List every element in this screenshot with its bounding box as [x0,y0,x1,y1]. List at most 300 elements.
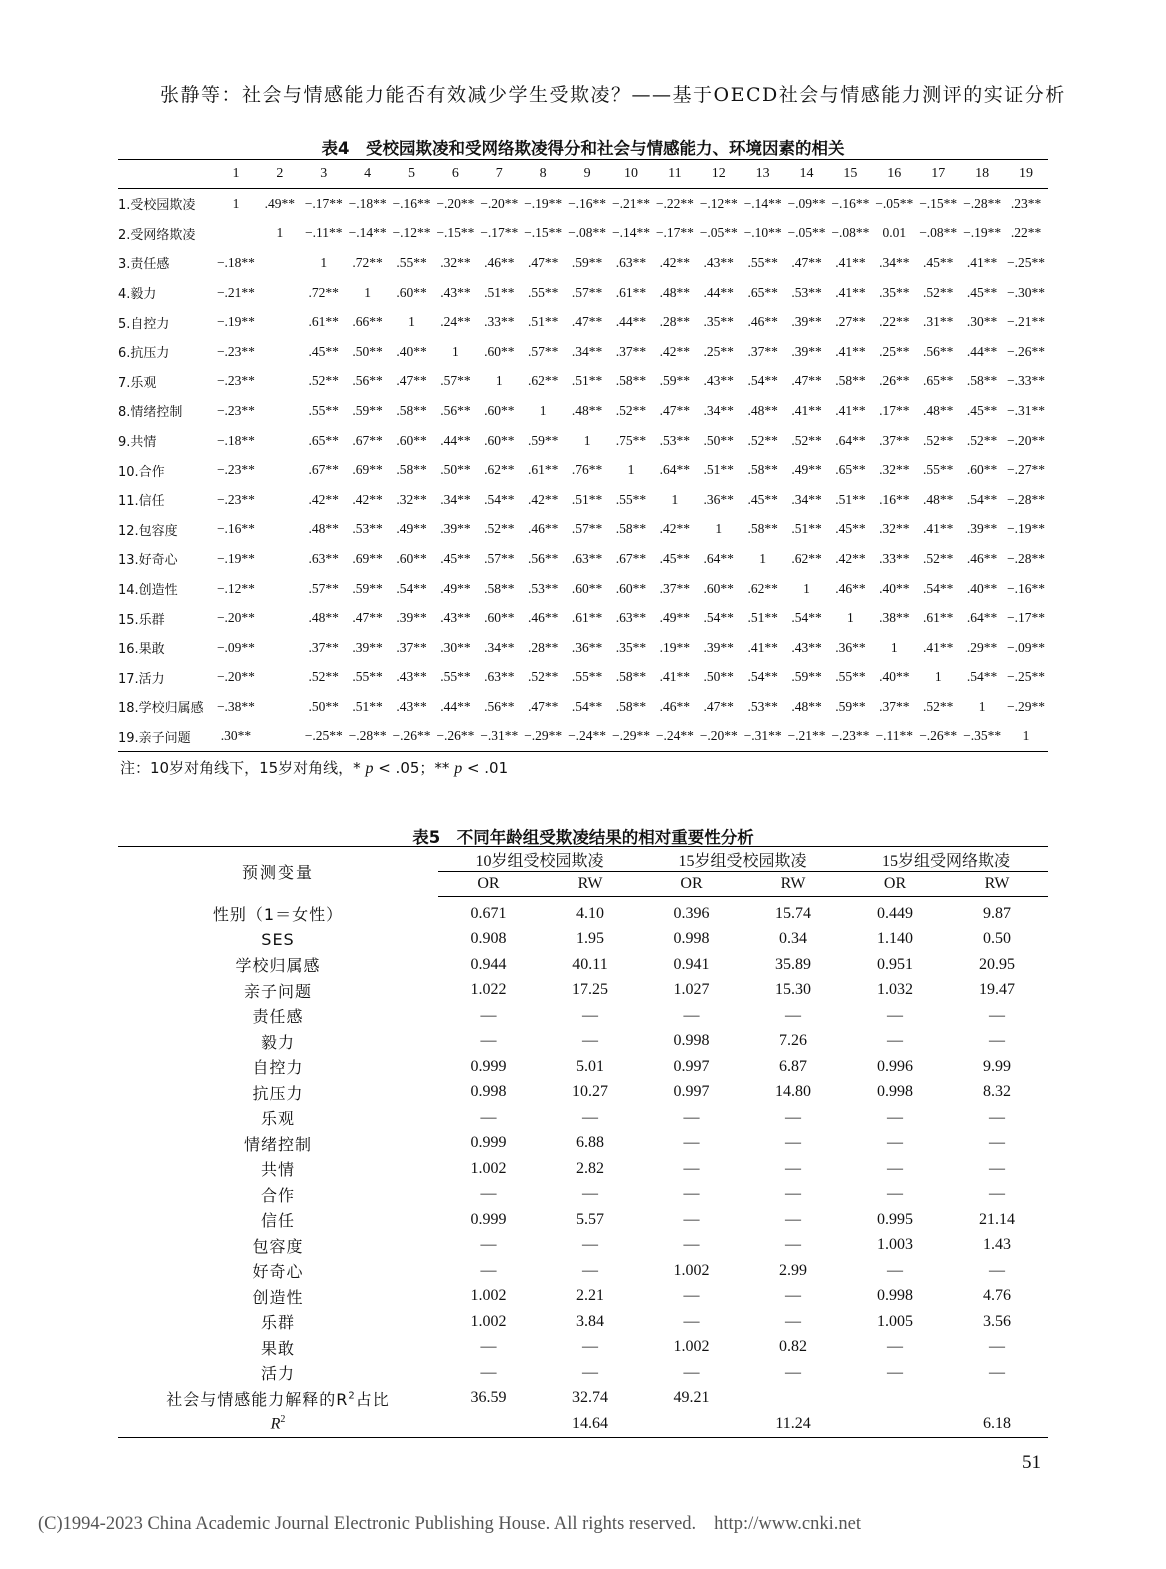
correlation-cell: 1 [583,432,591,448]
correlation-cell: .22** [1010,225,1042,241]
correlation-cell: .56** [352,373,383,389]
correlation-table [118,159,1048,752]
correlation-cell: −.28** [963,195,1002,211]
correlation-cell: 1 [539,402,547,418]
value-cell: 15.30 [775,981,812,999]
value-cell: 0.998 [877,1083,914,1101]
correlation-cell [258,455,302,485]
table-row [118,1054,1048,1080]
correlation-cell [258,515,302,545]
correlation-cell: −.16** [568,195,607,211]
table-row [118,485,1048,515]
correlation-cell: .66** [352,314,383,330]
row-label: 6.抗压力 [118,346,170,362]
table-row [118,307,1048,337]
group-header-15-cyber: 15岁组受网络欺凌 [844,847,1048,872]
correlation-cell: −.19** [524,195,563,211]
correlation-cell: .64** [966,610,998,626]
correlation-cell: 1 [495,373,503,389]
correlation-cell: .52** [923,284,954,300]
col-header: 1 [214,160,258,189]
correlation-cell: .34** [879,254,910,270]
page-number: 51 [1022,1452,1041,1473]
value-cell: 17.25 [572,981,608,999]
correlation-cell: −.19** [1007,521,1046,537]
predictor-label: 共情 [260,1160,295,1180]
value-cell: — [480,1261,497,1279]
correlation-cell: 1 [364,284,371,300]
correlation-cell: .29** [966,639,998,655]
correlation-cell: .44** [703,284,734,300]
value-cell: 3.56 [983,1312,1012,1330]
correlation-cell: .37** [615,343,647,359]
value-cell: — [887,1032,904,1050]
value-cell: — [683,1108,700,1126]
correlation-cell [258,426,302,456]
correlation-cell: .47** [791,254,822,270]
correlation-cell: .52** [923,698,954,714]
subheader: OR [641,872,742,897]
correlation-cell: −.16** [1007,580,1046,596]
correlation-cell [258,485,302,515]
correlation-cell: .48** [308,521,339,537]
value-cell: 1.002 [673,1261,710,1279]
correlation-cell: −.05** [787,225,826,241]
correlation-cell: .16** [879,491,910,507]
correlation-cell: −.35** [963,728,1002,744]
correlation-cell: .41** [835,254,866,270]
value-cell: 0.997 [673,1057,710,1075]
correlation-cell: .46** [484,254,515,270]
value-cell: — [785,1134,802,1152]
correlation-cell: .61** [615,284,647,300]
table-row [118,663,1048,693]
col-header: 18 [960,160,1004,189]
correlation-cell: .34** [703,402,734,418]
correlation-cell: 1 [452,343,459,359]
correlation-cell: .45** [659,550,691,566]
correlation-cell: .61** [571,610,603,626]
predictor-header: 预测变量 [241,863,314,883]
correlation-cell: −.30** [1007,284,1046,300]
predictor-label: 责任感 [252,1007,304,1027]
correlation-cell: .45** [440,550,471,566]
correlation-cell: .54** [923,580,954,596]
value-cell: — [887,1134,904,1152]
correlation-cell: .67** [308,462,339,478]
correlation-cell: .59** [352,580,383,596]
correlation-cell: −.18** [216,432,255,448]
correlation-cell: .55** [571,669,603,685]
table-row [118,633,1048,663]
value-cell: 1.027 [673,981,710,999]
value-cell: 14.64 [572,1414,608,1432]
correlation-cell: .51** [571,373,603,389]
note-p2: p [454,760,463,777]
value-cell: 0.951 [877,955,914,973]
correlation-cell: −.08** [919,225,958,241]
correlation-cell: .56** [527,550,559,566]
value-cell: 0.671 [470,904,507,922]
correlation-cell: .45** [966,284,998,300]
correlation-cell: .60** [484,610,515,626]
correlation-cell: 1 [759,550,766,566]
r2-share-row [118,1386,1048,1412]
value-cell: 0.998 [673,1032,710,1050]
correlation-cell: .48** [791,698,822,714]
correlation-cell: .56** [484,698,515,714]
correlation-cell: .47** [527,254,559,270]
table-row [118,978,1048,1004]
value-cell: 5.57 [576,1210,604,1228]
correlation-cell: .55** [923,462,954,478]
correlation-cell: .48** [923,491,954,507]
correlation-cell: −.15** [919,195,958,211]
table-row [118,219,1048,249]
value-cell: 0.396 [673,904,710,922]
value-cell: — [989,1108,1006,1126]
table-row [118,722,1048,752]
value-cell: 36.59 [470,1389,507,1407]
correlation-cell: .46** [966,550,998,566]
correlation-cell: −.09** [216,639,255,655]
value-cell: 0.999 [470,1057,507,1075]
correlation-cell: −.09** [1007,639,1046,655]
value-cell: — [989,1159,1006,1177]
row-label: 9.共情 [118,435,157,451]
correlation-cell: .41** [835,402,866,418]
correlation-cell: .42** [659,343,691,359]
correlation-cell: −.18** [348,195,387,211]
correlation-cell: .51** [835,491,866,507]
group-header-10-school: 10岁组受校园欺凌 [438,847,641,872]
correlation-cell: .47** [352,610,383,626]
r2-label [118,1411,438,1437]
table-row [118,1335,1048,1361]
cnki-url[interactable]: http://www.cnki.net [714,1514,861,1534]
correlation-cell: .54** [484,491,515,507]
correlation-cell: .62** [747,580,778,596]
correlation-cell: .51** [571,491,603,507]
correlation-cell: −.09** [787,195,826,211]
correlation-cell: .54** [703,610,734,626]
correlation-cell: .25** [703,343,734,359]
correlation-cell [258,367,302,397]
correlation-cell: .59** [791,669,822,685]
correlation-cell: .34** [791,491,822,507]
value-cell: 0.998 [877,1287,914,1305]
r2-share-sup: 2 [348,1390,356,1402]
value-cell: — [582,1338,598,1356]
correlation-cell: .43** [791,639,822,655]
correlation-cell: .57** [571,284,603,300]
value-cell: 20.95 [979,955,1016,973]
value-cell: — [582,1108,598,1126]
correlation-cell [214,219,258,249]
correlation-cell: .57** [440,373,471,389]
correlation-cell: .34** [440,491,471,507]
correlation-cell: .47** [527,698,559,714]
table4-corner [118,160,214,189]
value-cell: 1.003 [877,1236,914,1254]
correlation-cell: −.17** [655,225,694,241]
correlation-cell: .75** [615,432,647,448]
correlation-cell [258,663,302,693]
value-cell: — [785,1287,802,1305]
value-cell: 35.89 [775,955,812,973]
value-cell: — [785,1312,802,1330]
correlation-cell [258,544,302,574]
correlation-cell: 1 [978,698,986,714]
r2-share-text: 社会与情感能力解释的R [166,1389,349,1409]
col-header: 3 [302,160,346,189]
correlation-cell: .42** [659,254,691,270]
value-cell: 2.82 [576,1159,604,1177]
correlation-cell: .41** [923,639,954,655]
correlation-cell: .58** [747,521,778,537]
correlation-cell: .49** [396,521,427,537]
value-cell: 11.24 [775,1414,811,1432]
correlation-cell: −.25** [1007,254,1046,270]
value-cell: 1.022 [470,981,507,999]
value-cell: — [582,1032,598,1050]
correlation-cell: .55** [747,254,778,270]
correlation-cell: .37** [879,432,910,448]
table-row [118,603,1048,633]
correlation-cell: −.12** [216,580,255,596]
col-header: 9 [565,160,609,189]
predictor-label: 性别（1＝女性） [212,905,344,924]
correlation-cell: .40** [879,669,910,685]
value-cell: 10.27 [572,1083,608,1101]
correlation-cell: .53** [659,432,691,448]
note-end: < .01 [462,759,509,777]
predictor-label: 果敢 [260,1338,295,1358]
correlation-cell: −.23** [831,728,870,744]
correlation-cell: .44** [440,432,471,448]
value-cell: — [887,1185,904,1203]
value-cell: 8.32 [983,1083,1012,1101]
correlation-cell: .54** [571,698,603,714]
value-cell: — [582,1185,598,1203]
correlation-cell: .51** [527,314,559,330]
value-cell: 0.34 [779,930,808,948]
correlation-cell: 1 [627,462,635,478]
table-row [118,455,1048,485]
correlation-cell: −.28** [1007,550,1046,566]
correlation-cell: .55** [308,402,339,418]
correlation-cell: −.16** [392,195,431,211]
correlation-cell [258,574,302,604]
value-cell [844,1411,946,1437]
correlation-cell: .55** [396,254,427,270]
correlation-cell: .58** [484,580,515,596]
value-cell: — [989,1134,1006,1152]
correlation-cell: −.15** [524,225,563,241]
value-cell [844,1386,946,1412]
correlation-cell: .45** [308,343,339,359]
correlation-cell: .39** [352,639,383,655]
value-cell: — [683,1287,700,1305]
correlation-cell: −.21** [611,195,650,211]
correlation-cell: 1 [803,580,810,596]
correlation-cell: .52** [527,669,559,685]
correlation-cell: −.18** [216,254,255,270]
correlation-cell: .54** [396,580,427,596]
predictor-label: 合作 [260,1185,295,1205]
correlation-cell: .64** [703,550,734,566]
correlation-cell: .76** [571,462,603,478]
correlation-cell: .34** [484,639,515,655]
col-header: 11 [653,160,697,189]
value-cell: 0.449 [877,904,914,922]
value-cell: — [989,1338,1006,1356]
note-p1: p [365,760,374,777]
r2-row [118,1411,1048,1437]
copyright-text: (C)1994-2023 China Academic Journal Electronic Publishing House. All rights reserved. [38,1514,697,1534]
r2-share-label [118,1386,438,1412]
col-header: 6 [433,160,477,189]
col-header: 19 [1004,160,1048,189]
value-cell: — [480,1363,497,1381]
correlation-cell: .58** [396,402,427,418]
correlation-cell: −.14** [611,225,650,241]
value-cell: — [480,1032,497,1050]
predictor-label: 乐群 [260,1313,295,1333]
value-cell: — [785,1159,802,1177]
correlation-cell: .23** [1010,195,1042,211]
row-label: 5.自控力 [118,316,170,332]
correlation-cell: .54** [966,669,998,685]
correlation-cell: .55** [615,491,647,507]
value-cell: — [887,1363,904,1381]
predictor-label: 毅力 [260,1032,295,1052]
correlation-cell: −.15** [436,225,475,241]
correlation-cell: .55** [352,669,383,685]
correlation-cell: −.20** [480,195,519,211]
correlation-cell: .42** [352,491,383,507]
correlation-cell: .47** [703,698,734,714]
correlation-cell: .65** [923,373,954,389]
predictor-label: 包容度 [252,1236,304,1256]
col-header: 16 [872,160,916,189]
correlation-cell: .53** [527,580,559,596]
value-cell: 21.14 [979,1210,1016,1228]
correlation-cell: −.19** [963,225,1002,241]
correlation-cell: .64** [835,432,866,448]
correlation-cell: −.23** [216,402,255,418]
correlation-cell: .50** [440,462,471,478]
correlation-cell: −.08** [831,225,870,241]
correlation-cell: .59** [527,432,559,448]
correlation-cell: .46** [835,580,866,596]
correlation-cell: .32** [440,254,471,270]
table-row [118,897,1048,927]
value-cell: — [480,1185,497,1203]
table-row [118,1360,1048,1386]
col-header: 7 [477,160,521,189]
correlation-cell: −.28** [1007,491,1046,507]
value-cell: — [683,1159,700,1177]
correlation-cell: .67** [615,550,647,566]
correlation-cell: .55** [835,669,866,685]
correlation-cell: −.12** [699,195,738,211]
subheader: OR [438,872,539,897]
correlation-cell: −.27** [1007,462,1046,478]
predictor-label: 学校归属感 [235,956,321,976]
correlation-cell: .60** [484,343,515,359]
correlation-cell: .39** [703,639,734,655]
correlation-cell: −.10** [743,225,782,241]
value-cell: 6.88 [576,1134,604,1152]
value-cell: — [582,1236,598,1254]
value-cell: 3.84 [576,1312,604,1330]
group-header-15-school: 15岁组受校园欺凌 [641,847,844,872]
table-row [118,396,1048,426]
correlation-cell: .46** [527,521,559,537]
correlation-cell: .52** [308,373,339,389]
correlation-cell: .39** [966,521,998,537]
predictor-label: SES [261,929,295,949]
table-row [118,189,1048,219]
correlation-cell: .40** [396,343,427,359]
value-cell: — [683,1006,700,1024]
correlation-cell: −.17** [1007,610,1046,626]
correlation-cell: .48** [571,402,603,418]
correlation-cell: .59** [571,254,603,270]
col-header: 12 [697,160,741,189]
predictor-label: 自控力 [252,1058,304,1078]
value-cell: — [989,1261,1006,1279]
correlation-cell: .62** [527,373,559,389]
correlation-cell: −.31** [480,728,519,744]
correlation-cell: .25** [879,343,910,359]
table-row [118,544,1048,574]
value-cell: 0.908 [470,930,507,948]
value-cell: 0.82 [779,1338,808,1356]
table-row [118,1003,1048,1029]
correlation-cell: .55** [527,284,559,300]
correlation-cell: .47** [659,402,691,418]
value-cell: — [683,1134,700,1152]
correlation-cell: .32** [879,462,910,478]
note-mid: < .05；** [373,759,455,777]
correlation-cell: .53** [352,521,383,537]
table4-body [118,189,1048,752]
correlation-cell: .60** [571,580,603,596]
correlation-cell: .60** [484,432,515,448]
value-cell: 7.26 [779,1032,808,1050]
value-cell: — [989,1363,1006,1381]
value-cell: — [785,1210,802,1228]
predictor-label: 抗压力 [252,1083,304,1103]
correlation-cell: .35** [703,314,734,330]
correlation-cell: .35** [879,284,910,300]
col-header: 4 [346,160,390,189]
row-label: 8.情绪控制 [118,405,183,421]
correlation-cell [258,722,302,752]
correlation-cell: 1 [890,639,898,655]
value-cell: 1.005 [877,1312,914,1330]
correlation-cell: .41** [747,639,778,655]
value-cell: 1.140 [877,930,914,948]
value-cell: 15.74 [775,904,812,922]
correlation-cell: .58** [615,698,647,714]
col-header: 5 [390,160,434,189]
correlation-cell [258,633,302,663]
correlation-cell: .39** [791,343,822,359]
correlation-cell: .56** [440,402,471,418]
